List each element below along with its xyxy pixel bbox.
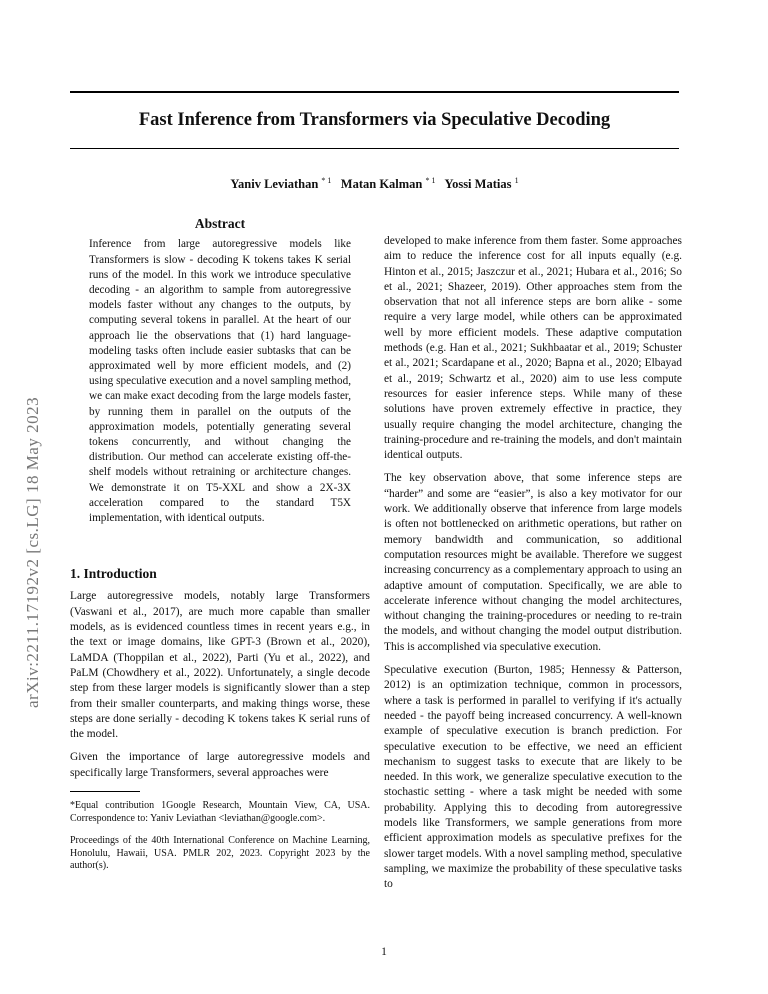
body-paragraph: developed to make inference from them faster. Some approaches aim to reduce the inference cost for all inputs equally (e.g. Hinton et al., 2015; Jaszczur et al., 2021; Hubara et al., 2016; So et al., 2021; Shazeer, 2019). Other approaches stem from the observation that not all inference steps are born alike - some require a very large model, while others can be approximated well by more efficient models. These adaptive computation methods (e.g. Han et al., 2021; Sukhbaatar et al., 2019; Schuster et al., 2021; Scardapane et al., 2020; Bapna et al., 2020; Elbayad et al., 2019; Schwartz et al., 2020) aim to use less compute resources for easier inference steps. While many of these solutions have proven extremely effective in practice, they usually require changing the model architecture, changing the training-procedure and re-training the models, and don't maintain identical outputs. — [384, 235, 682, 462]
author-list — [70, 177, 679, 192]
body-paragraph: The key observation above, that some inference steps are “harder” and some are “easier”, is also a key motivator for our work. We additionally observe that inference from large models is often not bottlenecked on arithmetic operations, but rather on memory bandwidth and communication, so additional computation resources might be available. Therefore we suggest increasing concurrency as a complementary approach to using an adaptive amount of computation. Specifically, we are able to accelerate inference without changing the model architectures, without changing the training-procedures or needing to re-train the models, and without changing the model output distribution. This is accomplished via speculative execution. — [384, 472, 682, 653]
proceedings-footnote: Proceedings of the 40th International Conference on Machine Learning, Honolulu, Hawaii, USA. PMLR 202, 2023. Copyright 2023 by the author(s). — [70, 835, 370, 872]
author-affiliation-mark: * 1 — [321, 175, 332, 185]
body-paragraph: Speculative execution (Burton, 1985; Hennessy & Patterson, 2012) is an optimization technique, common in processors, where a task is performed in parallel to verifying if it's actually needed - the payoff being increased concurrency. A well-known example of speculative execution is branch prediction. For speculative execution to be effective, we need an efficient mechanism to suggest tasks to execute that are likely to be needed. In this work, we generalize speculative execution to the stochastic setting - where a task might be needed with some probability. Applying this to decoding from autoregressive models like Transformers, we sample generations from more efficient approximation models as speculative prefixes for the slower target models. With a novel sampling method, speculative sampling, we maximize the probability of these speculative tasks to — [384, 664, 682, 891]
right-column — [384, 234, 682, 900]
intro-paragraph: Large autoregressive models, notably large Transformers (Vaswani et al., 2017), are much more capable than smaller models, as is evidenced countless times in recent years e.g., in the text or image domains, like GPT-3 (Brown et al., 2020), LaMDA (Thoppilan et al., 2022), Parti (Yu et al., 2022), and PaLM (Chowdhery et al., 2022). Unfortunately, a single decode step from these larger models is significantly slower than a step from their smaller counterparts, and making things worse, these steps are done serially - decoding K tokens takes K serial runs of the model. — [70, 590, 370, 741]
intro-paragraph: Given the importance of large autoregressive models and specifically large Transformers, several approaches were — [70, 751, 370, 779]
paper-title: Fast Inference from Transformers via Speculative Decoding — [138, 110, 611, 130]
introduction-heading: 1. Introduction — [70, 566, 157, 582]
abstract-heading: Abstract — [194, 216, 246, 231]
arxiv-identifier: arXiv:2211.17192v2 [cs.LG] 18 May 2023 — [23, 396, 42, 708]
author-name: Yossi Matias — [444, 177, 512, 191]
author-affiliation-mark: 1 — [514, 175, 519, 185]
abstract-body: Inference from large autoregressive models like Transformers is slow - decoding K tokens takes K serial runs of the model. In this work we introduce speculative decoding - an algorithm to sample from autoregressive models faster without any changes to the outputs, by computing several tokens in parallel. At the heart of our approach lie the observations that (1) hard language-modeling tasks often include easier subtasks that can be approximated well by more efficient models, and (2) using speculative execution and a novel sampling method, we can make exact decoding from the large models faster, by running them in parallel on the outputs of the approximation models, potentially generating several tokens concurrently, and without changing the distribution. Our method can accelerate existing off-the-shelf models without retraining or architecture changes. We demonstrate it on T5-XXL and show a 2X-3X acceleration compared to the standard T5X implementation, with identical outputs. — [89, 238, 351, 524]
author-name: Matan Kalman — [340, 177, 423, 191]
footnote-rule — [70, 791, 140, 792]
affiliation-footnote: *Equal contribution 1Google Research, Mountain View, CA, USA. Correspondence to: Yaniv Leviathan <leviathan@google.com>. — [70, 800, 370, 824]
title-rule-bottom — [70, 148, 679, 149]
title-rule-top — [70, 91, 679, 93]
page-number: 1 — [381, 946, 387, 958]
author-name: Yaniv Leviathan — [230, 177, 319, 191]
author-affiliation-mark: * 1 — [425, 175, 436, 185]
left-column — [70, 216, 370, 883]
